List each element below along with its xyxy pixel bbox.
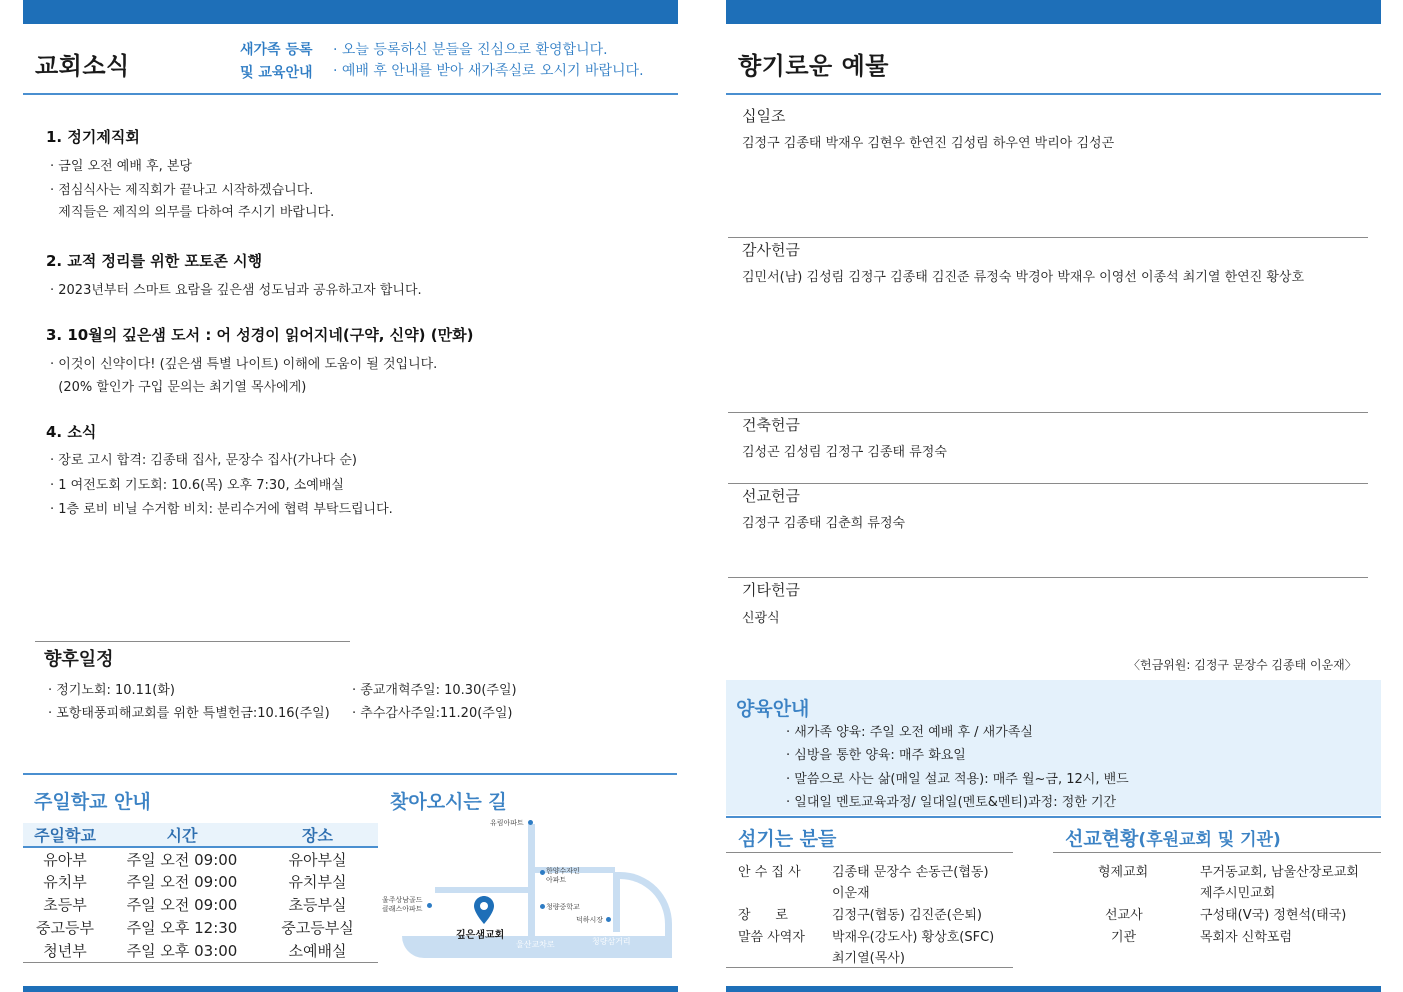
directions-title: 찾아오시는 길	[390, 791, 507, 813]
mission-type: 형제교회	[1098, 865, 1149, 880]
schedule-item: · 정기노회: 10.11(화)	[48, 683, 175, 698]
column-header: 시간	[107, 823, 257, 847]
table-header-row	[23, 823, 378, 847]
offering-names: 신광식	[742, 611, 780, 626]
table-cell: 청년부	[43, 941, 87, 960]
column-header: 주일학교	[23, 823, 107, 847]
offering-divider	[728, 577, 1368, 578]
offering-category: 감사헌금	[742, 241, 800, 259]
servant-role: 말씀 사역자	[738, 930, 805, 945]
table-cell: 주일 오후 03:00	[126, 941, 238, 960]
missions-rule	[1053, 852, 1381, 853]
missions-title	[1065, 824, 1281, 851]
map-marker-dot	[606, 917, 611, 922]
sunday-school-title: 주일학교 안내	[34, 791, 151, 813]
sunday-school-table	[23, 823, 378, 963]
offering-category: 십일조	[742, 107, 786, 125]
table-cell: 유아부실	[288, 850, 347, 869]
servant-names: 최기열(목사)	[832, 951, 905, 966]
servant-role: 안 수 집 사	[738, 865, 801, 880]
table-cell: 유아부	[43, 850, 87, 869]
map-road-vertical-2	[613, 872, 620, 932]
missions-title-sub: (후원교회 및 기관)	[1138, 830, 1281, 850]
servant-role: 장 로	[738, 908, 788, 923]
news-heading-2: 2. 교적 정리를 위한 포토존 시행	[46, 252, 263, 270]
servants-top-rule	[726, 816, 1381, 818]
table-row	[23, 939, 378, 962]
servants-title: 섬기는 분들	[738, 828, 837, 850]
map-label: 유림아파트	[490, 819, 524, 827]
education-line: · 심방을 통한 양육: 매주 화요일	[786, 748, 966, 763]
right-top-bar	[726, 0, 1381, 24]
servant-names: 이운재	[832, 886, 870, 901]
right-header-rule	[726, 93, 1381, 95]
news-line: · 점심식사는 제직회가 끝나고 시작하겠습니다.	[50, 183, 314, 198]
news-line: 제직들은 제직의 의무를 다하여 주시기 바랍니다.	[50, 205, 335, 220]
offering-names: 김정구 김종태 박재우 김현우 한연진 김성림 하우연 박리아 김성곤	[742, 136, 1115, 151]
schedule-title: 향후일정	[44, 649, 114, 670]
column-header: 장소	[257, 823, 378, 847]
schedule-rule	[35, 641, 350, 642]
location-pin-icon	[474, 896, 494, 924]
schedule-item: · 포항태풍피해교회를 위한 특별헌금:10.16(주일)	[48, 706, 330, 721]
servants-bottom-rule	[726, 967, 1013, 968]
church-news-title: 교회소식	[35, 52, 130, 80]
mission-names: 구성태(V국) 정현석(태국)	[1200, 908, 1347, 923]
mission-names: 무거동교회, 남울산장로교회	[1200, 865, 1359, 880]
news-line: · 1 여전도회 기도회: 10.6(목) 오후 7:30, 소예배실	[50, 478, 344, 493]
news-line: (20% 할인가 구입 문의는 최기열 목사에게)	[50, 380, 307, 395]
table-cell: 주일 오전 09:00	[126, 850, 238, 869]
map-marker-dot	[540, 870, 545, 875]
schedule-item: · 종교개혁주일: 10.30(주일)	[352, 683, 517, 698]
table-row	[23, 916, 378, 939]
news-heading-1: 1. 정기제직회	[46, 128, 140, 146]
map-marker-dot	[540, 904, 545, 909]
education-line: · 일대일 멘토교육과정/ 일대일(멘토&멘티)과정: 정한 기간	[786, 795, 1117, 810]
table-cell: 유치부실	[288, 873, 347, 891]
left-header-rule	[23, 93, 678, 95]
servant-names: 박재우(강도사) 황상호(SFC)	[832, 930, 995, 945]
mission-type: 선교사	[1105, 908, 1143, 923]
offering-names: 김민서(남) 김성림 김정구 김종태 김진준 류정숙 박경아 박재우 이영선 이종석 최기열 한연진 황상호	[742, 270, 1305, 285]
map-label: 청량중학교	[546, 903, 580, 911]
offering-names: 김성곤 김성림 김정구 김종태 류정숙	[742, 445, 947, 460]
missions-title-main: 선교현황	[1065, 828, 1139, 850]
offering-committee: 〈헌금위원: 김정구 문장수 김종태 이운재〉	[1128, 658, 1357, 672]
map-marker-dot	[427, 903, 432, 908]
servant-names: 김종태 문장수 손동근(협동)	[832, 865, 989, 880]
table-cell: 중고등부실	[281, 919, 354, 937]
left-top-bar	[23, 0, 678, 24]
news-line: · 2023년부터 스마트 요람을 깊은샘 성도님과 공유하고자 합니다.	[50, 283, 422, 298]
map-road-curve	[620, 872, 672, 942]
table-cell: 초등부	[43, 896, 87, 914]
offering-divider	[728, 412, 1368, 413]
map-road-label: 울산교차로	[516, 940, 555, 949]
education-line: · 말씀으로 사는 삶(매일 설교 적용): 매주 월~금, 12시, 밴드	[786, 772, 1129, 787]
offering-category: 선교헌금	[742, 487, 800, 505]
news-line: · 장로 고시 합격: 김종태 집사, 문장수 집사(가나다 순)	[50, 453, 358, 468]
table-cell: 유치부	[43, 873, 87, 891]
schedule-item: · 추수감사주일:11.20(주일)	[352, 706, 513, 721]
news-line: · 금일 오전 예배 후, 본당	[50, 159, 192, 174]
table-row	[23, 847, 378, 870]
mission-names: 목회자 신학포럼	[1200, 930, 1293, 945]
registration-label-2: 및 교육안내	[240, 65, 313, 81]
table-cell: 주일 오전 09:00	[126, 896, 238, 914]
table-cell: 초등부실	[288, 896, 347, 914]
mission-names: 제주시민교회	[1200, 886, 1276, 901]
table-cell: 주일 오후 12:30	[126, 919, 238, 937]
education-line: · 새가족 양육: 주일 오전 예배 후 / 새가족실	[786, 725, 1033, 740]
offering-category: 기타헌금	[742, 581, 800, 599]
map-road-label: 청량삼거리	[592, 937, 631, 946]
news-line: · 이것이 신약이다! (깊은샘 특별 나이트) 이해에 도움이 될 것입니다.	[50, 357, 438, 372]
education-title: 양육안내	[736, 698, 810, 720]
offering-divider	[728, 237, 1368, 238]
mission-type: 기관	[1111, 930, 1137, 945]
table-row	[23, 893, 378, 916]
right-bottom-bar	[726, 986, 1381, 992]
map-marker-dot	[528, 820, 533, 825]
directions-map	[380, 812, 675, 964]
table-cell: 중고등부	[36, 919, 94, 937]
offering-names: 김정구 김종태 김춘희 류정숙	[742, 516, 906, 531]
table-cell: 소예배실	[288, 941, 347, 960]
offerings-title: 향기로운 예물	[738, 52, 889, 80]
news-line: · 1층 로비 비닐 수거함 비치: 분리수거에 협력 부탁드립니다.	[50, 502, 393, 517]
map-label: 한양수자인 아파트	[546, 867, 580, 884]
sunday-school-top-rule	[23, 773, 677, 775]
registration-text-2: · 예배 후 안내를 받아 새가족실로 오시기 바랍니다.	[333, 63, 644, 79]
offering-divider	[728, 483, 1368, 484]
church-map-label: 깊은샘교회	[456, 930, 505, 941]
map-label: 덕하시장	[576, 916, 604, 924]
registration-text-1: · 오늘 등록하신 분들을 진심으로 환영합니다.	[333, 42, 608, 58]
registration-label-1: 새가족 등록	[240, 42, 313, 58]
table-row	[23, 870, 378, 893]
map-label: 울주상남골드 클래스아파트	[382, 896, 423, 913]
servant-names: 김정구(협동) 김진준(은퇴)	[832, 908, 982, 923]
left-bottom-bar	[23, 986, 678, 992]
news-heading-4: 4. 소식	[46, 423, 97, 441]
offering-category: 건축헌금	[742, 416, 800, 434]
news-heading-3: 3. 10월의 깊은샘 도서 : 어 성경이 읽어지네(구약, 신약) (만화)	[46, 326, 474, 344]
map-road-horizontal-1	[435, 887, 530, 893]
table-cell: 주일 오전 09:00	[126, 873, 238, 891]
servants-rule	[726, 852, 1013, 853]
